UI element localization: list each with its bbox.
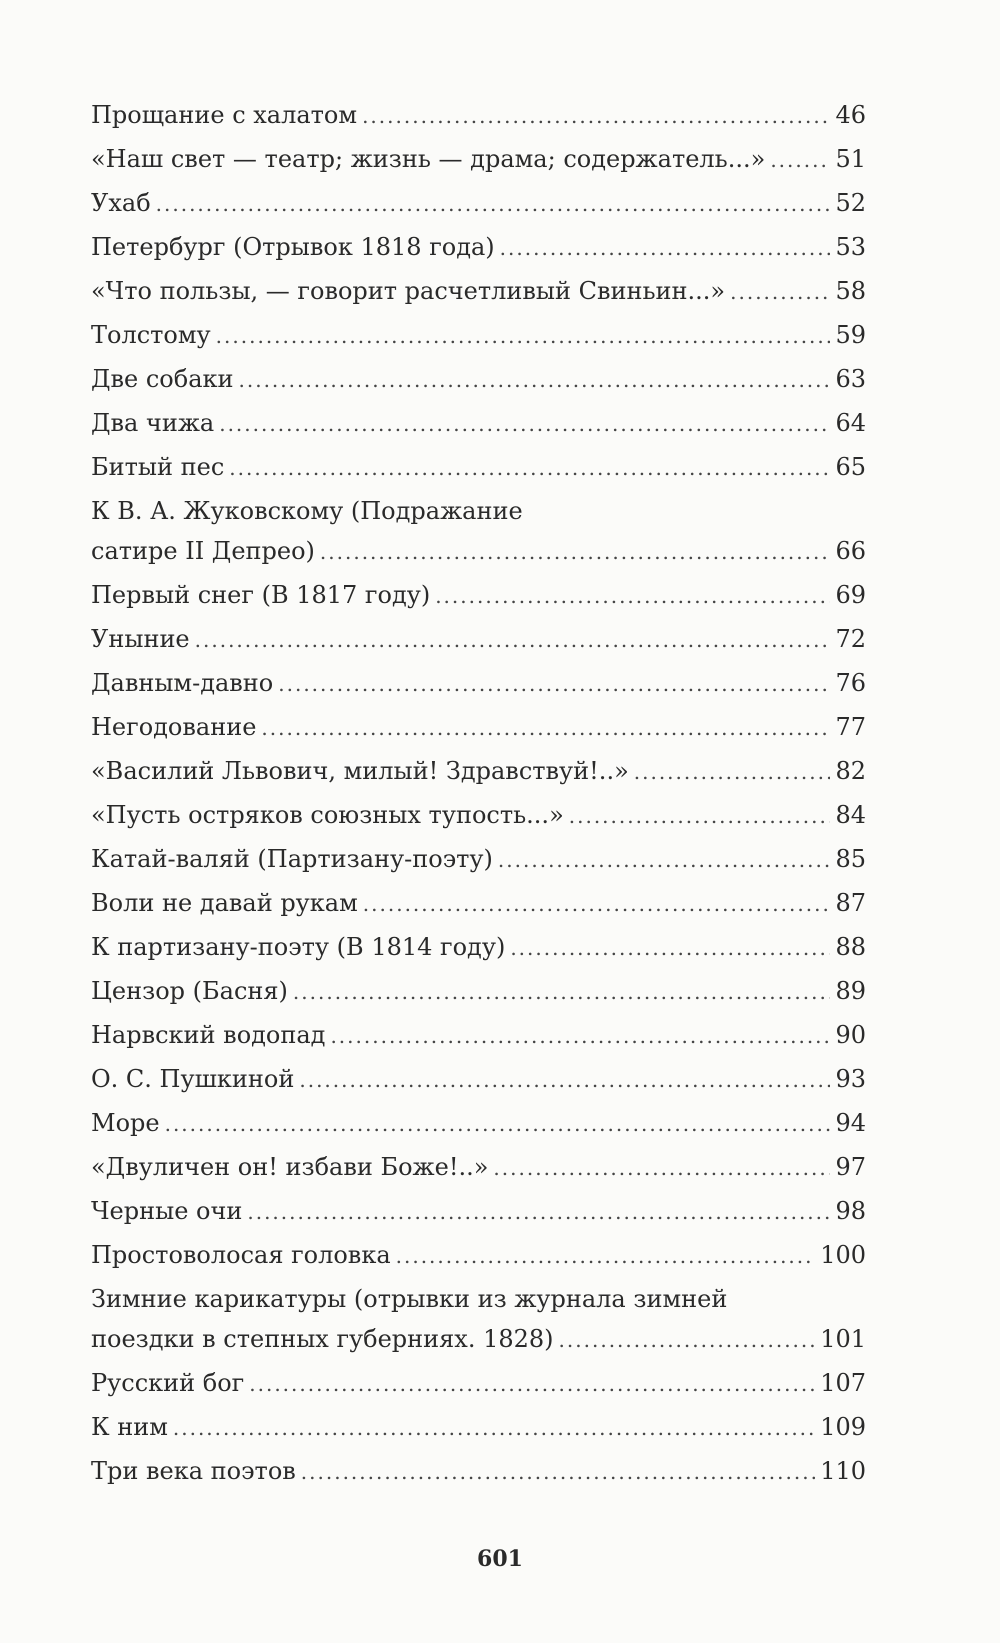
toc-entry-line [91, 971, 866, 1011]
toc-entry-line [91, 1059, 866, 1099]
toc-entry-title: Русский бог [91, 1369, 245, 1397]
toc-entry-line [91, 447, 866, 487]
toc-entry [91, 663, 866, 703]
dot-leader [498, 840, 831, 880]
toc-entry-page: 52 [835, 189, 866, 217]
toc-entry-page: 51 [835, 145, 866, 173]
toc-entry-line [91, 271, 866, 311]
toc-entry-line [91, 1319, 866, 1359]
toc-entry-title: Нарвский водопад [91, 1021, 326, 1049]
toc-entry-page: 100 [820, 1241, 866, 1269]
dot-leader [330, 1016, 830, 1056]
toc-entry-line [91, 403, 866, 443]
dot-leader [247, 1192, 830, 1232]
toc-entry-title: Толстому [91, 321, 211, 349]
toc-entry-page: 93 [835, 1065, 866, 1093]
toc-entry-line [91, 1147, 866, 1187]
toc-entry-title: Море [91, 1109, 160, 1137]
toc-entry-title: «Василий Львович, милый! Здравствуй!..» [91, 757, 629, 785]
toc-entry-line [91, 1015, 866, 1055]
toc-entry-title: К ним [91, 1413, 168, 1441]
toc-entry-line [91, 751, 866, 791]
toc-entry-page: 53 [835, 233, 866, 261]
toc-entry-page: 88 [835, 933, 866, 961]
toc-entry-page: 90 [835, 1021, 866, 1049]
toc-entry-title: Ухаб [91, 189, 151, 217]
dot-leader [249, 1364, 815, 1404]
toc-entry [91, 359, 866, 399]
toc-entry-line [91, 227, 866, 267]
toc-entry-title: Три века поэтов [91, 1457, 296, 1485]
toc-entry-page: 59 [835, 321, 866, 349]
toc-entry-title-line: Зимние карикатуры (отрывки из журнала зимней [91, 1285, 728, 1313]
toc-entry-line [91, 663, 866, 703]
toc-entry-page: 107 [820, 1369, 866, 1397]
toc-entry-line [91, 183, 866, 223]
dot-leader [435, 576, 830, 616]
dot-leader [156, 184, 831, 224]
dot-leader [500, 228, 831, 268]
toc-entry-title: Прощание с халатом [91, 101, 358, 129]
toc-entry-line [91, 575, 866, 615]
dot-leader [363, 884, 831, 924]
toc-entry [91, 619, 866, 659]
toc-entry-title: поездки в степных губерниях. 1828) [91, 1325, 554, 1353]
toc-entry [91, 839, 866, 879]
toc-entry-title: Цензор (Басня) [91, 977, 288, 1005]
toc-entry [91, 271, 866, 311]
dot-leader [299, 1060, 830, 1100]
toc-entry-page: 84 [835, 801, 866, 829]
page-number: 601 [477, 1546, 523, 1572]
toc-entry-title: Давным-давно [91, 669, 274, 697]
toc-entry-title: «Наш свет — театр; жизнь — драма; содержатель...» [91, 145, 766, 173]
toc-entry-line [91, 531, 866, 571]
toc-entry-line [91, 359, 866, 399]
toc-entry [91, 1103, 866, 1143]
toc-entry-line [91, 927, 866, 967]
toc-entry-line [91, 619, 866, 659]
toc-entry [91, 315, 866, 355]
dot-leader [219, 404, 830, 444]
toc-entry-page: 64 [835, 409, 866, 437]
toc-entry [91, 1147, 866, 1187]
toc-entry [91, 491, 866, 571]
toc-entry-title: К партизану-поэту (В 1814 году) [91, 933, 506, 961]
toc-entry-title: Петербург (Отрывок 1818 года) [91, 233, 495, 261]
toc-entry-line [91, 1363, 866, 1403]
toc-entry [91, 1407, 866, 1447]
toc-entry-line [91, 1103, 866, 1143]
dot-leader [569, 796, 831, 836]
dot-leader [239, 360, 831, 400]
dot-leader [216, 316, 831, 356]
toc-entry-title: Катай-валяй (Партизану-поэту) [91, 845, 493, 873]
toc-entry [91, 139, 866, 179]
toc-entry [91, 1235, 866, 1275]
toc-entry [91, 927, 866, 967]
toc-entry-page: 85 [835, 845, 866, 873]
toc-entry-page: 65 [835, 453, 866, 481]
toc-entry-title: Простоволосая головка [91, 1241, 391, 1269]
toc-entry-line [91, 707, 866, 747]
dot-leader [229, 448, 830, 488]
toc-entry-title: сатире II Депрео) [91, 537, 315, 565]
toc-entry-title: «Пусть остряков союзных тупость...» [91, 801, 564, 829]
dot-leader [396, 1236, 816, 1276]
toc-entry-page: 89 [835, 977, 866, 1005]
toc-entry [91, 1191, 866, 1231]
toc-entry [91, 1363, 866, 1403]
toc-entry-title: Уныние [91, 625, 190, 653]
toc-entry-line [91, 1407, 866, 1447]
toc-entry [91, 1015, 866, 1055]
dot-leader [195, 620, 831, 660]
dot-leader [634, 752, 831, 792]
toc-entry-page: 72 [835, 625, 866, 653]
toc-entry-page: 58 [835, 277, 866, 305]
toc-entry-title: Два чижа [91, 409, 215, 437]
toc-entry-page: 87 [835, 889, 866, 917]
toc-entry-page: 76 [835, 669, 866, 697]
dot-leader [730, 272, 830, 312]
toc-entry-title: Первый снег (В 1817 году) [91, 581, 431, 609]
toc-entry-line [91, 1235, 866, 1275]
dot-leader [173, 1408, 815, 1448]
toc-entry [91, 575, 866, 615]
toc-entry-page: 101 [820, 1325, 866, 1353]
dot-leader [293, 972, 831, 1012]
toc-entry [91, 883, 866, 923]
dot-leader [320, 532, 831, 572]
toc-entry-title-line: К В. А. Жуковскому (Подражание [91, 497, 523, 525]
toc-entry-line [91, 1191, 866, 1231]
toc-entry-title: Черные очи [91, 1197, 243, 1225]
toc-entry-line [91, 839, 866, 879]
toc-entry [91, 1451, 866, 1491]
dot-leader [770, 140, 830, 180]
toc-entry-page: 46 [835, 101, 866, 129]
toc-entry-title: «Двуличен он! избави Боже!..» [91, 1153, 489, 1181]
toc-entry [91, 1279, 866, 1359]
toc-entry-page: 82 [835, 757, 866, 785]
dot-leader [559, 1320, 816, 1360]
dot-leader [278, 664, 830, 704]
toc-entry-line [91, 95, 866, 135]
toc-entry-title: Две собаки [91, 365, 234, 393]
toc-entry-page: 77 [835, 713, 866, 741]
toc-entry-line [91, 795, 866, 835]
toc-entry-title: О. С. Пушкиной [91, 1065, 295, 1093]
toc-entry [91, 403, 866, 443]
toc-entry-title: Негодование [91, 713, 257, 741]
toc-entry-page: 98 [835, 1197, 866, 1225]
dot-leader [510, 928, 830, 968]
toc-entry [91, 795, 866, 835]
toc-entry-line [91, 883, 866, 923]
toc-entry-title: Воли не давай рукам [91, 889, 358, 917]
toc-entry-page: 63 [835, 365, 866, 393]
toc-entry [91, 227, 866, 267]
toc-entry-title: Битый пес [91, 453, 225, 481]
toc-entry-page: 66 [835, 537, 866, 565]
toc-entry-line [91, 139, 866, 179]
toc-entry-page: 94 [835, 1109, 866, 1137]
toc-entry [91, 751, 866, 791]
toc-entry [91, 971, 866, 1011]
dot-leader [362, 96, 830, 136]
toc-entry-title: «Что пользы, — говорит расчетливый Свиньин...» [91, 277, 726, 305]
toc-entry [91, 95, 866, 135]
dot-leader [261, 708, 830, 748]
toc-entry [91, 183, 866, 223]
table-of-contents [91, 95, 866, 1491]
toc-entry-line [91, 1451, 866, 1491]
dot-leader [165, 1104, 831, 1144]
toc-entry [91, 1059, 866, 1099]
toc-entry-page: 69 [835, 581, 866, 609]
dot-leader [301, 1452, 815, 1492]
toc-entry [91, 447, 866, 487]
dot-leader [493, 1148, 830, 1188]
toc-entry-page: 110 [820, 1457, 866, 1485]
toc-entry-page: 97 [835, 1153, 866, 1181]
toc-entry-page: 109 [820, 1413, 866, 1441]
toc-entry-line [91, 315, 866, 355]
toc-entry [91, 707, 866, 747]
